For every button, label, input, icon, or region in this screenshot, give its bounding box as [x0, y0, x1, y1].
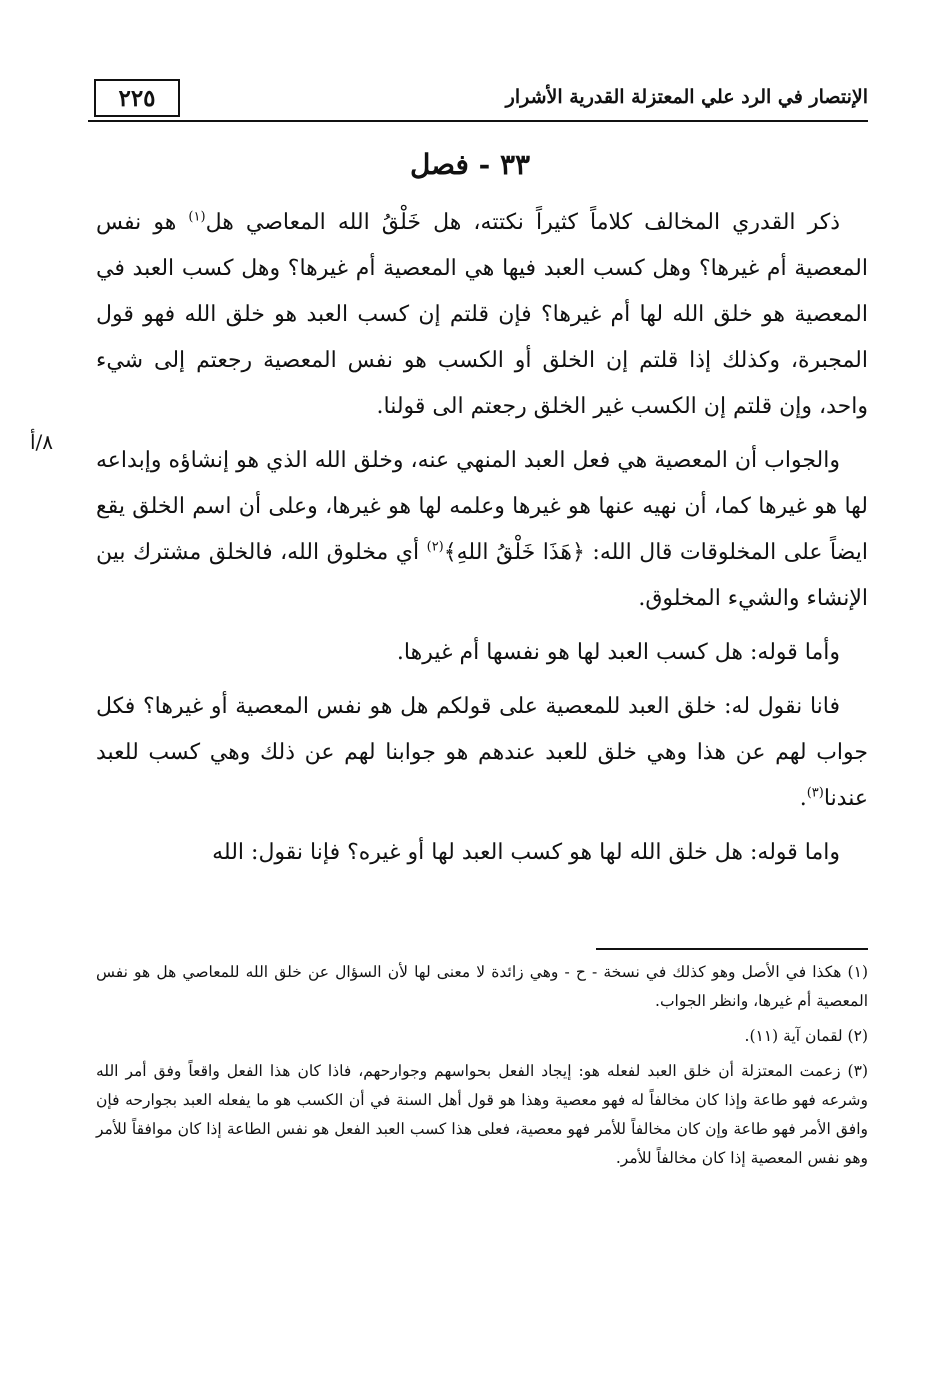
- footnote-ref: (٣): [806, 785, 824, 801]
- footnote: (١) هكذا في الأصل وهو كذلك في نسخة - ح - وهي زائدة لا معنى لها لأن السؤال عن خلق الله للمعاصي هل هو نفس المعصية أم غيرها، وانظر الجواب.: [96, 963, 868, 1010]
- footnote: (٢) لقمان آية (١١).: [744, 1027, 868, 1045]
- paragraph: فانا نقول له: خلق العبد للمعصية على قولكم هل هو نفس المعصية أو غيرها؟ فكل جواب لهم عن هذا وهي خلق للعبد عندهم هو جوابنا لهم عن ذلك وهي كسب للعبد عندنا$^{(٣)}$.: [96, 694, 868, 811]
- paragraph: والجواب أن المعصية هي فعل العبد المنهي عنه، وخلق الله الذي هو إنشاؤه وإبداعه لها هو غيرها كما، أن نهيه عنها هو غيرها وعلمه لها هو غيرها، وعلى أن اسم الخلق يقع ايضاً على المخلوقات قال الله: ﴿هَذَا خَلْقُ اللهِ﴾$^{(٢)}$ أي مخلوق الله، فالخلق مشترك بين الإنشاء والشيء المخلوق.: [96, 448, 868, 611]
- header-rule: [88, 120, 868, 122]
- page-number: ٢٢٥: [94, 79, 180, 117]
- page-header: [88, 76, 868, 122]
- footnote-ref: (٢): [426, 539, 444, 555]
- footnote-rule: [596, 948, 868, 950]
- footnote: (٣) زعمت المعتزلة أن خلق العبد لفعله هو: إيجاد الفعل بحواسهم وجوارحهم، فاذا كان هذا الفعل واقعاً وفق أمر الله وشرعه فهو طاعة وإذا كان مخالفاً له فهو معصية وهذا هو قول أهل السنة في أن الكسب هو ما يفعله العبد بجوارحه فإن وافق الأمر فهو طاعة وإن كان مخالفاً للأمر فهو معصية، فعلى هذا كسب العبد الفعل هو نفس الطاعة إذا كان موافقاً للأمر وهو نفس المعصية إذا كان مخالفاً للأمر.: [96, 1062, 868, 1167]
- footnotes: [96, 958, 868, 1179]
- paragraph: واما قوله: هل خلق الله لها هو كسب العبد لها أو غيره؟ فإنا نقول: الله: [212, 840, 840, 865]
- section-title: ٣٣ - فصل: [409, 148, 531, 181]
- margin-note: ٨/أ: [30, 430, 54, 454]
- paragraph: وأما قوله: هل كسب العبد لها هو نفسها أم غيرها.: [396, 640, 840, 665]
- paragraph: ذكر القدري المخالف كلاماً كثيراً نكتته، هل خَلْقُ الله المعاصي هل$^{(١)}$ هو نفس المعصية أم غيرها؟ وهل كسب العبد فيها هي المعصية أم غيرها؟ وهل كسب العبد في المعصية هو خلق الله لها أم غيرها؟ فإن قلتم إن كسب العبد هو خلق الله فهو قول المجبرة، وكذلك إذا قلتم إن الخلق أو الكسب هو نفس المعصية رجعتم إلى شيء واحد، وإن قلتم إن الكسب غير الخلق رجعتم الى قولنا.: [96, 209, 868, 419]
- footnote-ref: (١): [188, 209, 206, 225]
- body-text: [96, 200, 868, 884]
- running-title: الإنتصار في الرد علي المعتزلة القدرية الأشرار: [505, 86, 868, 108]
